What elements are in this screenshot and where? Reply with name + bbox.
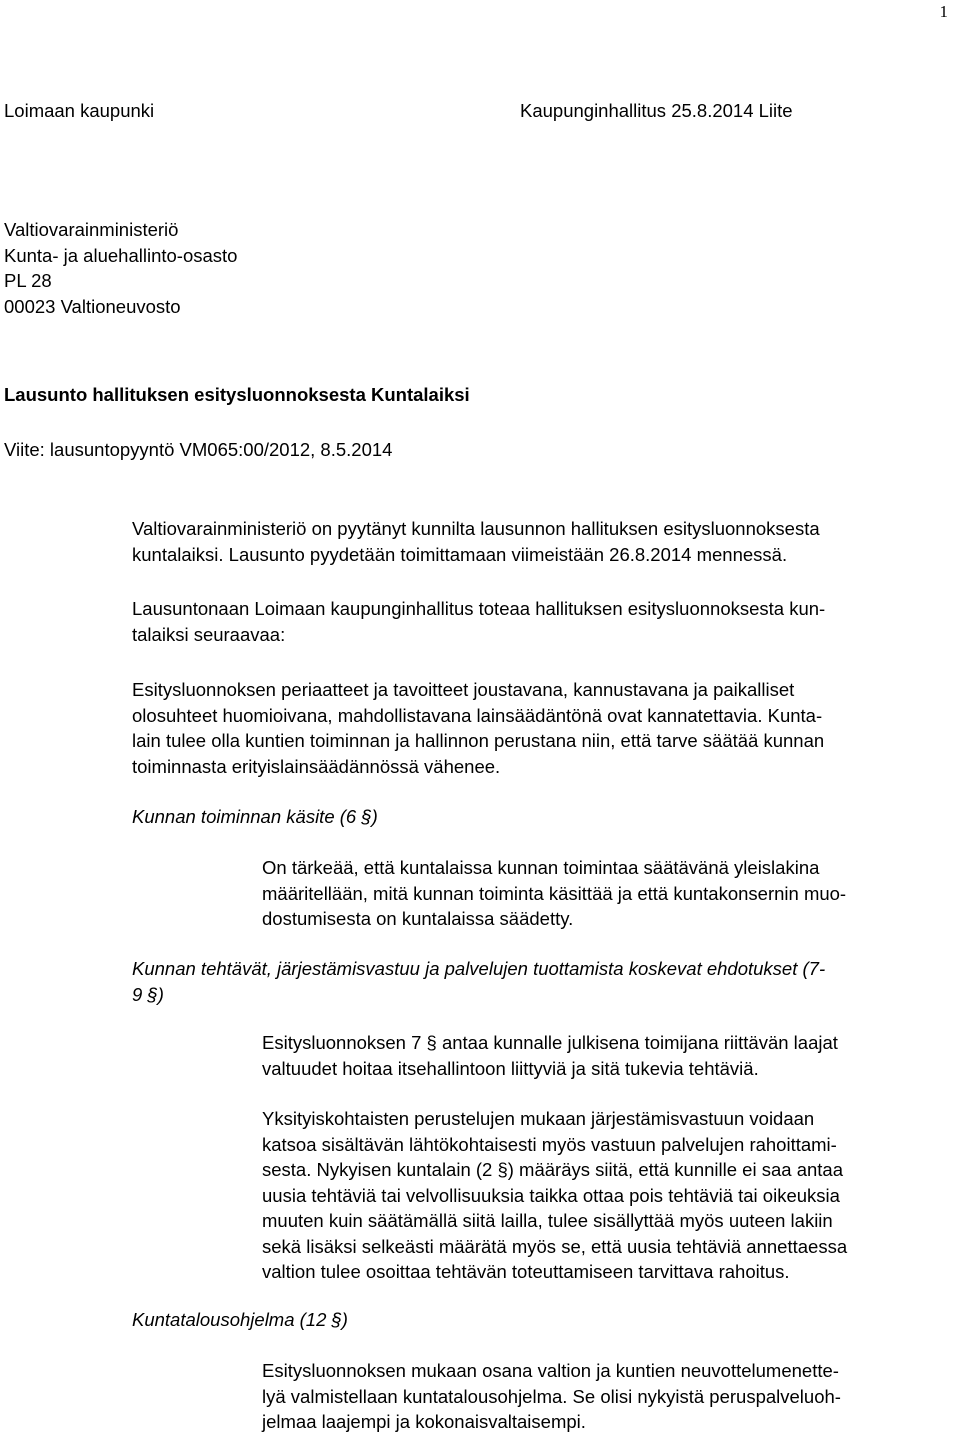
- header-meeting: Kaupunginhallitus 25.8.2014 Liite: [520, 100, 793, 121]
- recipient-line: Kunta- ja aluehallinto-osasto: [4, 244, 238, 266]
- text-line: 9 §): [132, 983, 164, 1005]
- text-line: Esitysluonnoksen periaatteet ja tavoitteet joustavana, kannustavana ja paikalliset: [132, 679, 795, 700]
- section-heading: [132, 804, 378, 830]
- text-line: valtion tulee osoittaa tehtävän toteuttamiseen tarvittava rahoitus.: [262, 1261, 790, 1282]
- text-line: valtuudet hoitaa itsehallintoon liittyviä ja sitä tukevia tehtäviä.: [262, 1057, 759, 1079]
- subject-heading: Lausunto hallituksen esitysluonnoksesta Kuntalaiksi: [4, 384, 470, 405]
- section-paragraph: [262, 855, 846, 932]
- text-line: lain tulee olla kuntien toiminnan ja hallinnon perustana niin, että tarve säätää kunnan: [132, 730, 825, 751]
- text-line: Kunnan toiminnan käsite (6 §): [132, 806, 378, 827]
- text-line: Lausuntonaan Loimaan kaupunginhallitus toteaa hallituksen esitysluonnoksesta kun-: [132, 598, 826, 619]
- recipient-line: 00023 Valtioneuvosto: [4, 295, 181, 317]
- text-line: sesta. Nykyisen kuntalain (2 §) määräys siitä, että kunnille ei saa antaa: [262, 1159, 843, 1180]
- section-heading: [132, 956, 825, 1007]
- reference-line: Viite: lausuntopyyntö VM065:00/2012, 8.5.2014: [4, 439, 393, 460]
- text-line: muuten kuin säätämällä siitä lailla, tulee sisällyttää myös uuteen lakiin: [262, 1210, 833, 1231]
- recipient-line: Valtiovarainministeriö: [4, 219, 179, 240]
- text-line: dostumisesta on kuntalaissa säädetty.: [262, 908, 574, 929]
- text-line: jelmaa laajempi ja kokonaisvaltaisempi.: [262, 1411, 586, 1432]
- text-line: Esitysluonnoksen 7 § antaa kunnalle julkisena toimijana riittävän laajat: [262, 1032, 838, 1053]
- text-line: olosuhteet huomioivana, mahdollistavana lainsäädäntönä ovat kannatettavia. Kunta-: [132, 704, 823, 726]
- section-paragraph: [262, 1106, 847, 1285]
- text-line: kuntalaiksi. Lausunto pyydetään toimittamaan viimeistään 26.8.2014 mennessä.: [132, 543, 788, 565]
- text-line: talaiksi seuraavaa:: [132, 623, 286, 645]
- text-line: katsoa sisältävän lähtökohtaisesti myös vastuun palvelujen rahoittami-: [262, 1133, 837, 1155]
- text-line: määritellään, mitä kunnan toiminta käsittää ja että kuntakonsernin muo-: [262, 882, 847, 904]
- section-paragraph: [262, 1358, 841, 1435]
- recipient-address: [4, 217, 237, 319]
- section-heading: [132, 1307, 348, 1333]
- text-line: Kuntatalousohjelma (12 §): [132, 1309, 348, 1330]
- recipient-line: PL 28: [4, 270, 52, 291]
- text-line: toiminnasta erityislainsäädännössä vähenee.: [132, 755, 501, 777]
- text-line: sekä lisäksi selkeästi määrätä myös se, että uusia tehtäviä annettaessa: [262, 1235, 848, 1257]
- section-paragraph: [262, 1030, 838, 1081]
- text-line: Yksityiskohtaisten perustelujen mukaan järjestämisvastuun voidaan: [262, 1108, 815, 1129]
- principles-paragraph: [132, 677, 824, 779]
- text-line: On tärkeää, että kuntalaissa kunnan toimintaa säätävänä yleislakina: [262, 857, 820, 878]
- text-line: uusia tehtäviä tai velvollisuuksia taikka ottaa pois tehtäviä tai oikeuksia: [262, 1184, 840, 1206]
- page-number: 1: [939, 2, 948, 21]
- text-line: lyä valmistellaan kuntatalousohjelma. Se olisi nykyistä peruspalveluoh-: [262, 1385, 841, 1407]
- text-line: Valtiovarainministeriö on pyytänyt kunnilta lausunnon hallituksen esitysluonnoksesta: [132, 518, 820, 539]
- text-line: Kunnan tehtävät, järjestämisvastuu ja palvelujen tuottamista koskevat ehdotukset (7-: [132, 958, 826, 979]
- statement-paragraph: [132, 596, 825, 647]
- intro-paragraph: [132, 516, 820, 567]
- header-organization: Loimaan kaupunki: [4, 100, 155, 121]
- text-line: Esitysluonnoksen mukaan osana valtion ja kuntien neuvottelumenette-: [262, 1360, 839, 1381]
